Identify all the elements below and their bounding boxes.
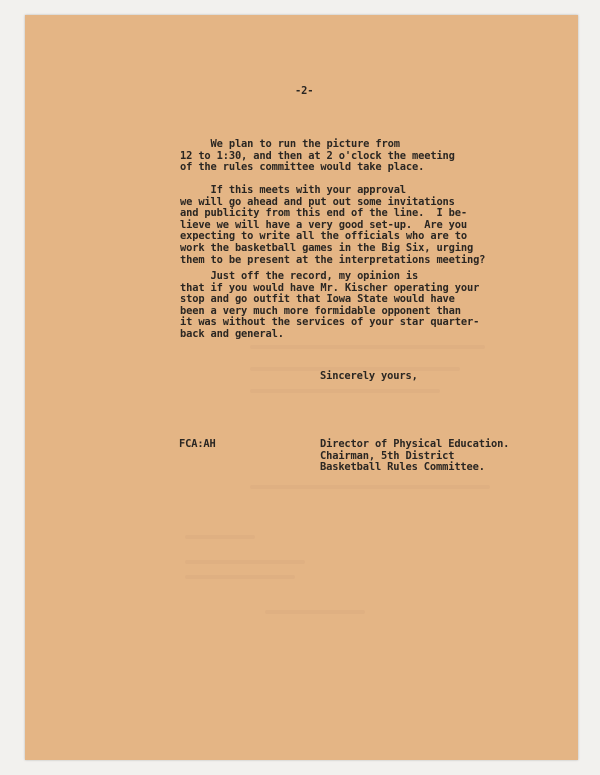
paragraph-line: expecting to write all the officials who are to bbox=[180, 230, 467, 243]
paragraph-line: it was without the services of your star quarter- bbox=[180, 316, 480, 329]
paragraph-line: Just off the record, my opinion is bbox=[180, 270, 419, 282]
paragraph-1 bbox=[180, 139, 455, 174]
closing: Sincerely yours, bbox=[320, 370, 418, 382]
page-number: -2- bbox=[295, 85, 314, 97]
bleed-through-mark bbox=[185, 560, 305, 564]
signature-line: Chairman, 5th District bbox=[320, 449, 455, 462]
initials: FCA:AH bbox=[179, 438, 216, 450]
paragraph-line: been a very much more formidable opponent than bbox=[180, 304, 461, 317]
letter-page bbox=[25, 15, 578, 760]
paragraph-line: stop and go outfit that Iowa State would have bbox=[180, 293, 455, 306]
paragraph-line: and publicity from this end of the line. I be- bbox=[180, 207, 467, 220]
bleed-through-mark bbox=[250, 485, 490, 489]
paragraph-line: We plan to run the picture from bbox=[180, 138, 400, 150]
paragraph-line: that if you would have Mr. Kischer operating your bbox=[180, 281, 480, 294]
signature-block bbox=[320, 439, 509, 474]
paragraph-line: work the basketball games in the Big Six, urging bbox=[180, 241, 474, 254]
signature-line: Basketball Rules Committee. bbox=[320, 461, 485, 474]
paragraph-line: we will go ahead and put out some invitations bbox=[180, 195, 455, 208]
bleed-through-mark bbox=[185, 575, 295, 579]
bleed-through-mark bbox=[185, 535, 255, 539]
bleed-through-mark bbox=[250, 345, 485, 349]
paragraph-line: back and general. bbox=[180, 327, 284, 340]
bleed-through-mark bbox=[265, 610, 365, 614]
bleed-through-mark bbox=[250, 389, 440, 393]
paragraph-line: If this meets with your approval bbox=[180, 184, 406, 196]
paragraph-line: 12 to 1:30, and then at 2 o'clock the meeting bbox=[180, 149, 455, 162]
paragraph-line: of the rules committee would take place. bbox=[180, 161, 425, 174]
signature-line: Director of Physical Education. bbox=[320, 438, 510, 450]
paragraph-3 bbox=[180, 271, 479, 341]
paragraph-line: them to be present at the interpretations meeting? bbox=[180, 253, 486, 266]
paragraph-2 bbox=[180, 185, 485, 266]
paragraph-line: lieve we will have a very good set-up. Are you bbox=[180, 218, 467, 231]
